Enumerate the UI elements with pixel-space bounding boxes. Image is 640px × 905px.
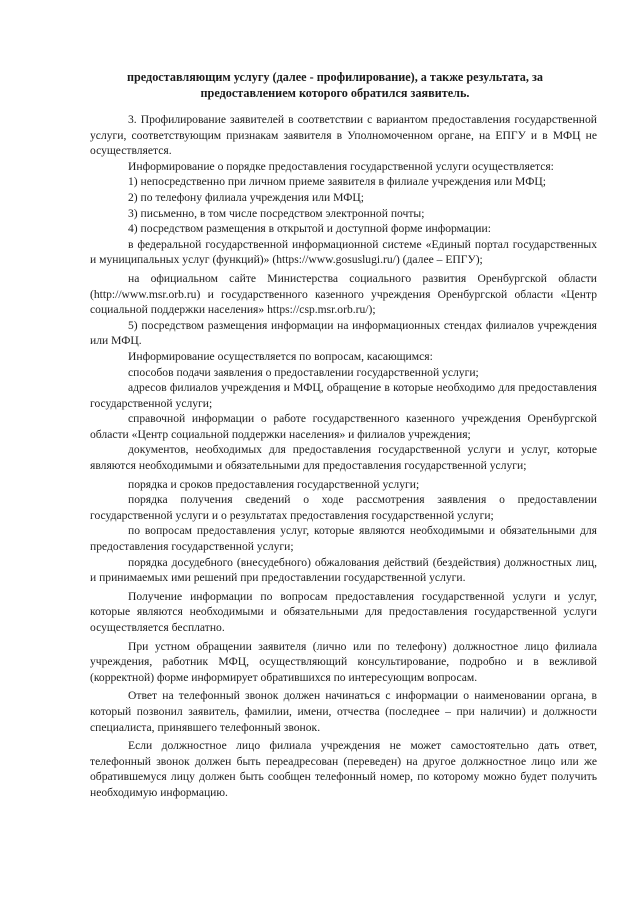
list-item: 2) по телефону филиала учреждения или МФЦ;	[128, 190, 365, 204]
paragraph: в федеральной государственной информационной системе «Единый портал государственных и муниципальных услуг (функций)» (https://www.gosuslugi.ru/) (далее – ЕПГУ);	[90, 237, 597, 267]
paragraph: При устном обращении заявителя (лично или по телефону) должностное лицо филиала учреждения, работник МФЦ, осуществляющий консультирование, подробно и в вежливой (корректной) форме информирует обратившихся по интересующим вопросам.	[90, 639, 597, 684]
list-item: порядка получения сведений о ходе рассмотрения заявления о предоставлении государственной услуги и о результатах предоставления государственной услуги;	[90, 493, 597, 522]
list-item: 4) посредством размещения в открытой и доступной форме информации:	[128, 222, 491, 236]
document-body	[90, 112, 597, 801]
paragraph: на официальном сайте Министерства социального развития Оренбургской области (http://www.msr.orb.ru) и государственного казенного учреждения Оренбургской области «Центр социальной поддержки населения» https://csp.msr.orb.ru/);	[90, 271, 597, 317]
list-item: 1) непосредственно при личном приеме заявителя в филиале учреждения или МФЦ;	[128, 175, 546, 189]
list-item: порядка и сроков предоставления государственной услуги;	[128, 477, 420, 491]
list-item: 5) посредством размещения информации на информационных стендах филиалов учреждения или МФЦ.	[90, 318, 597, 348]
paragraph: Получение информации по вопросам предоставления государственной услуги и услуг, которые являются необходимыми и обязательными для предоставления государственной услуги осуществляется бесплатно.	[90, 589, 597, 634]
list-item: справочной информации о работе государственного казенного учреждения Оренбургской области «Центр социальной поддержки населения» и филиалов учреждения;	[90, 412, 597, 441]
list-item: порядка досудебного (внесудебного) обжалования действий (бездействия) должностных лиц, и принимаемых ими решений при предоставлении государственной услуги.	[90, 555, 597, 585]
heading-line: предоставляющим услугу (далее - профилирование), а также результата, за	[127, 70, 543, 84]
list-item: по вопросам предоставления услуг, которые являются необходимыми и обязательными для предоставления государственной услуги;	[90, 524, 597, 554]
paragraph: Если должностное лицо филиала учреждения не может самостоятельно дать ответ, телефонный звонок должен быть переадресован (переведен) на другое должностное лицо или же обратившемуся лицу должен быть сообщен телефонный номер, по которому можно будет получить необходимую информацию.	[90, 739, 597, 799]
list-item: способов подачи заявления о предоставлении государственной услуги;	[128, 365, 479, 379]
heading-line: предоставлением которого обратился заявитель.	[200, 85, 470, 100]
section-heading	[90, 70, 580, 101]
paragraph: Ответ на телефонный звонок должен начинаться с информации о наименовании органа, в который позвонил заявитель, фамилии, имени, отчества (последнее – при наличии) и должности специалиста, принявшего телефонный звонок.	[90, 689, 597, 734]
list-item: 3) письменно, в том числе посредством электронной почты;	[128, 206, 425, 220]
paragraph: 3. Профилирование заявителей в соответствии с вариантом предоставления государственной услуги, соответствующим признакам заявителя в Уполномоченном органе, на ЕПГУ и в МФЦ не осуществляется.	[90, 113, 597, 158]
list-item: документов, необходимых для предоставления государственной услуги и услуг, которые являются необходимыми и обязательными для предоставления государственной услуги;	[90, 443, 597, 473]
list-item: адресов филиалов учреждения и МФЦ, обращение в которые необходимо для предоставления государственной услуги;	[90, 381, 597, 410]
paragraph: Информирование о порядке предоставления государственной услуги осуществляется:	[128, 159, 554, 173]
paragraph: Информирование осуществляется по вопросам, касающимся:	[128, 349, 433, 363]
